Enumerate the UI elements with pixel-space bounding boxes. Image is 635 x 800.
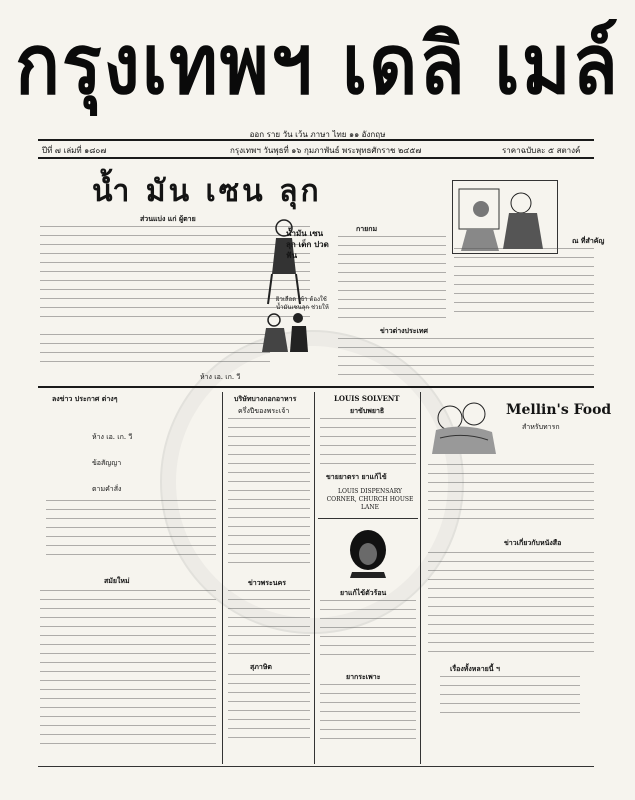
story-title: ส่วนแบ่ง แก่ ผู้ตาย [140, 214, 196, 223]
ad-lower-title: ขายยาตรา ยาแก้ไข้ [326, 472, 387, 481]
mellins-title: Mellin's Food [506, 402, 612, 418]
col-divider-3 [420, 392, 421, 764]
right-section-body [428, 552, 594, 652]
right-note-body [440, 676, 580, 716]
center-section-body [228, 590, 310, 654]
ad-bottom-title: ยากระเพาะ [346, 672, 381, 681]
foreign-news-body [338, 338, 594, 378]
top-rule [38, 139, 594, 141]
front-headline: น้ำ มัน เซน ลุก [92, 174, 322, 209]
center-title: บริษัทบางกอกอาหาร [234, 394, 297, 403]
col-divider-2 [314, 392, 315, 764]
center-body [228, 418, 310, 568]
section-rule [38, 386, 594, 388]
right-label: ณ ที่สำคัญ [572, 236, 605, 245]
center-sub: ครึ่งปีของพระเจ้า [238, 407, 290, 415]
issue-number: ปีที่ ๗ เล่มที่ ๑๘๐๗ [42, 146, 107, 155]
ad-lower-english: LOUIS DISPENSARY CORNER, CHURCH HOUSE LANE [326, 488, 414, 511]
left-section-body [40, 590, 216, 746]
left-item-3: ตามคำสั่ง [92, 485, 122, 493]
ad-portrait [346, 528, 390, 578]
date-rule [38, 157, 594, 159]
story-signature: ห้าง เอ. เก. วี [200, 373, 241, 381]
col-divider-1 [222, 392, 223, 764]
ad-portrait-caption: ยาแก้ไข้ตัวร้อน [340, 588, 387, 597]
ad-louis-thai: ยาขับพยาธิ [350, 406, 385, 415]
left-notices [46, 500, 216, 560]
center-section: ข่าวพระนคร [248, 578, 287, 587]
right-body [454, 248, 594, 312]
left-column-title: ลงข่าว ประกาศ ต่างๆ [52, 394, 118, 403]
price-line: ราคาฉบับละ ๕ สตางค์ [502, 146, 581, 155]
bottom-rule [38, 766, 594, 767]
center-section-2: สุภาษิต [250, 662, 272, 671]
ad-divider [318, 518, 418, 519]
date-line: กรุงเทพฯ วันพุธที่ ๑๖ กุมภาพันธ์ พระพุทธศักราช ๒๔๕๗ [230, 146, 422, 155]
mellins-body [428, 464, 594, 526]
ad-caption: น้ำมัน เซน ลุก เด็ก ปวด ฟัน [286, 228, 329, 260]
center-section-2-body [228, 674, 310, 746]
left-item-2: ข้อสัญญา [92, 459, 122, 467]
subheader: ออก ราย วัน เว้น ภาษา ไทย ๑๑ อังกฤษ [249, 130, 386, 139]
mellins-illustration [426, 392, 502, 456]
story-body-2 [40, 334, 270, 370]
left-item-1: ห้าง เอ. เก. วี [92, 433, 133, 441]
illustration-topright [452, 180, 558, 254]
ad-caption-2: ผิวเลือด เข้า ต้องใช้น้ำมันเซนลุก ช่วยให้ [276, 296, 329, 311]
masthead-title: กรุงเทพฯ เดลิ เมล์ [15, 16, 620, 114]
ad-louis-title: LOUIS SOLVENT [334, 394, 400, 403]
right-note: เรื่องทั้งหลายนี้ ฯ [450, 664, 500, 673]
middle-label: กายกม [356, 224, 378, 233]
left-section-title: สมัยใหม่ [104, 576, 130, 585]
mellins-sub: สำหรับทารก [522, 423, 560, 431]
ad-louis-body [320, 418, 416, 464]
ad-portrait-body [320, 600, 416, 656]
right-section: ข่าวเกี่ยวกับหนังสือ [504, 538, 562, 547]
ad-bottom-body [320, 684, 416, 746]
middle-body [338, 236, 446, 318]
middle-subhead: ข่าวต่างประเทศ [380, 326, 428, 335]
